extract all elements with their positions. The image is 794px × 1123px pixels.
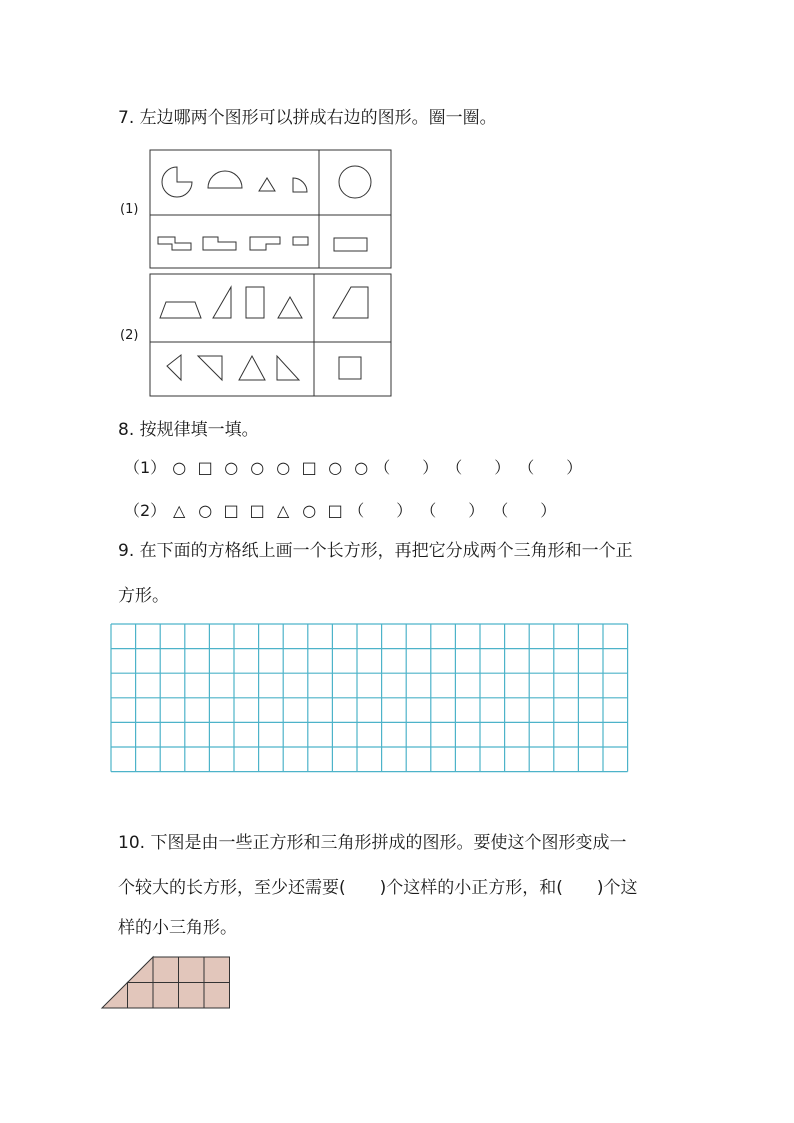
circle-symbol: ○: [198, 501, 213, 520]
circle-symbol: ○: [354, 458, 369, 477]
small-square: [179, 983, 205, 1009]
triangle-symbol: △: [277, 501, 290, 520]
small-triangle: [102, 983, 128, 1009]
small-square: [179, 957, 205, 983]
q7-part2-label: (2): [120, 328, 139, 343]
circle-symbol: ○: [302, 501, 317, 520]
square-symbol: □: [301, 458, 317, 477]
square-symbol: □: [327, 501, 343, 520]
small-triangle: [128, 957, 154, 983]
circle-symbol: ○: [328, 458, 343, 477]
answer-blank[interactable]: （ ）: [348, 501, 413, 520]
circle-symbol: ○: [250, 458, 265, 477]
small-square: [204, 983, 230, 1009]
q9-line1: 9. 在下面的方格纸上画一个长方形，再把它分成两个三角形和一个正: [118, 541, 633, 561]
q7-part1-label: (1): [120, 202, 139, 217]
answer-blank[interactable]: （ ）: [492, 501, 557, 520]
square-symbol: □: [249, 501, 265, 520]
answer-blank[interactable]: （ ）: [446, 458, 511, 477]
small-square: [153, 983, 179, 1009]
q8-row1-label: （1）: [124, 458, 167, 477]
q7-title: 7. 左边哪两个图形可以拼成右边的图形。圈一圈。: [118, 108, 497, 128]
small-square: [128, 983, 154, 1009]
circle-symbol: ○: [172, 458, 187, 477]
square-symbol: □: [197, 458, 213, 477]
q10-line2: 个较大的长方形，至少还需要( )个这样的小正方形，和( )个这: [118, 878, 638, 898]
answer-blank[interactable]: （ ）: [374, 458, 439, 477]
small-square: [153, 957, 179, 983]
answer-blank[interactable]: （ ）: [420, 501, 485, 520]
square-symbol: □: [223, 501, 239, 520]
q10-line3: 样的小三角形。: [118, 918, 237, 938]
q10-line1: 10. 下图是由一些正方形和三角形拼成的图形。要使这个图形变成一: [118, 833, 627, 853]
triangle-symbol: △: [173, 501, 186, 520]
circle-symbol: ○: [276, 458, 291, 477]
small-square: [204, 957, 230, 983]
answer-blank[interactable]: （ ）: [518, 458, 583, 477]
q8-row2-label: （2）: [124, 501, 167, 520]
circle-symbol: ○: [224, 458, 239, 477]
q8-title: 8. 按规律填一填。: [118, 420, 259, 440]
q9-line2: 方形。: [118, 586, 169, 606]
